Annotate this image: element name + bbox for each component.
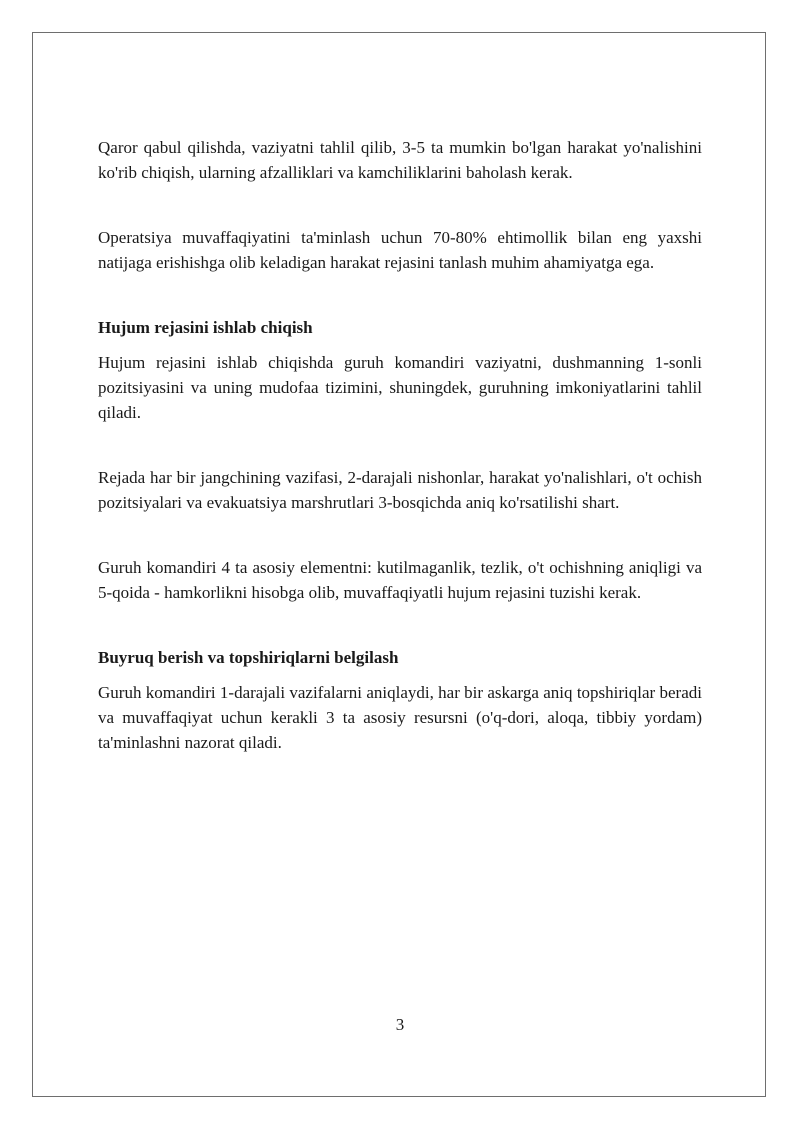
paragraph: Hujum rejasini ishlab chiqishda guruh komandiri vaziyatni, dushmanning 1-sonli pozitsiyasini va uning mudofaa tizimini, shuningdek, guruhning imkoniyatlarini tahlil qiladi. [98,353,702,422]
page-number: 3 [395,1015,405,1034]
paragraph: Guruh komandiri 1-darajali vazifalarni aniqlaydi, har bir askarga aniq topshiriqlar beradi va muvaffaqiyat uchun kerakli 3 ta asosiy resursni (o'q-dori, aloqa, tibbiy yordam) ta'minlashni nazorat qiladi. [98,683,702,752]
document-page [32,32,766,1097]
page-content [98,135,702,755]
paragraph: Operatsiya muvaffaqiyatini ta'minlash uchun 70-80% ehtimollik bilan eng yaxshi natijaga erishishga olib keladigan harakat rejasini tanlash muhim ahamiyatga ega. [98,228,702,272]
paragraph: Qaror qabul qilishda, vaziyatni tahlil qilib, 3-5 ta mumkin bo'lgan harakat yo'nalishini ko'rib chiqish, ularning afzalliklari va kamchiliklarini baholash kerak. [98,138,702,182]
section-heading: Buyruq berish va topshiriqlarni belgilash [98,648,399,667]
paragraph: Rejada har bir jangchining vazifasi, 2-darajali nishonlar, harakat yo'nalishlari, o't ochish pozitsiyalari va evakuatsiya marshrutlari 3-bosqichda aniq ko'rsatilishi shart. [98,468,702,512]
section-heading: Hujum rejasini ishlab chiqish [98,318,313,337]
paragraph: Guruh komandiri 4 ta asosiy elementni: kutilmaganlik, tezlik, o't ochishning aniqligi va 5-qoida - hamkorlikni hisobga olib, muvaffaqiyatli hujum rejasini tuzishi kerak. [98,558,702,602]
